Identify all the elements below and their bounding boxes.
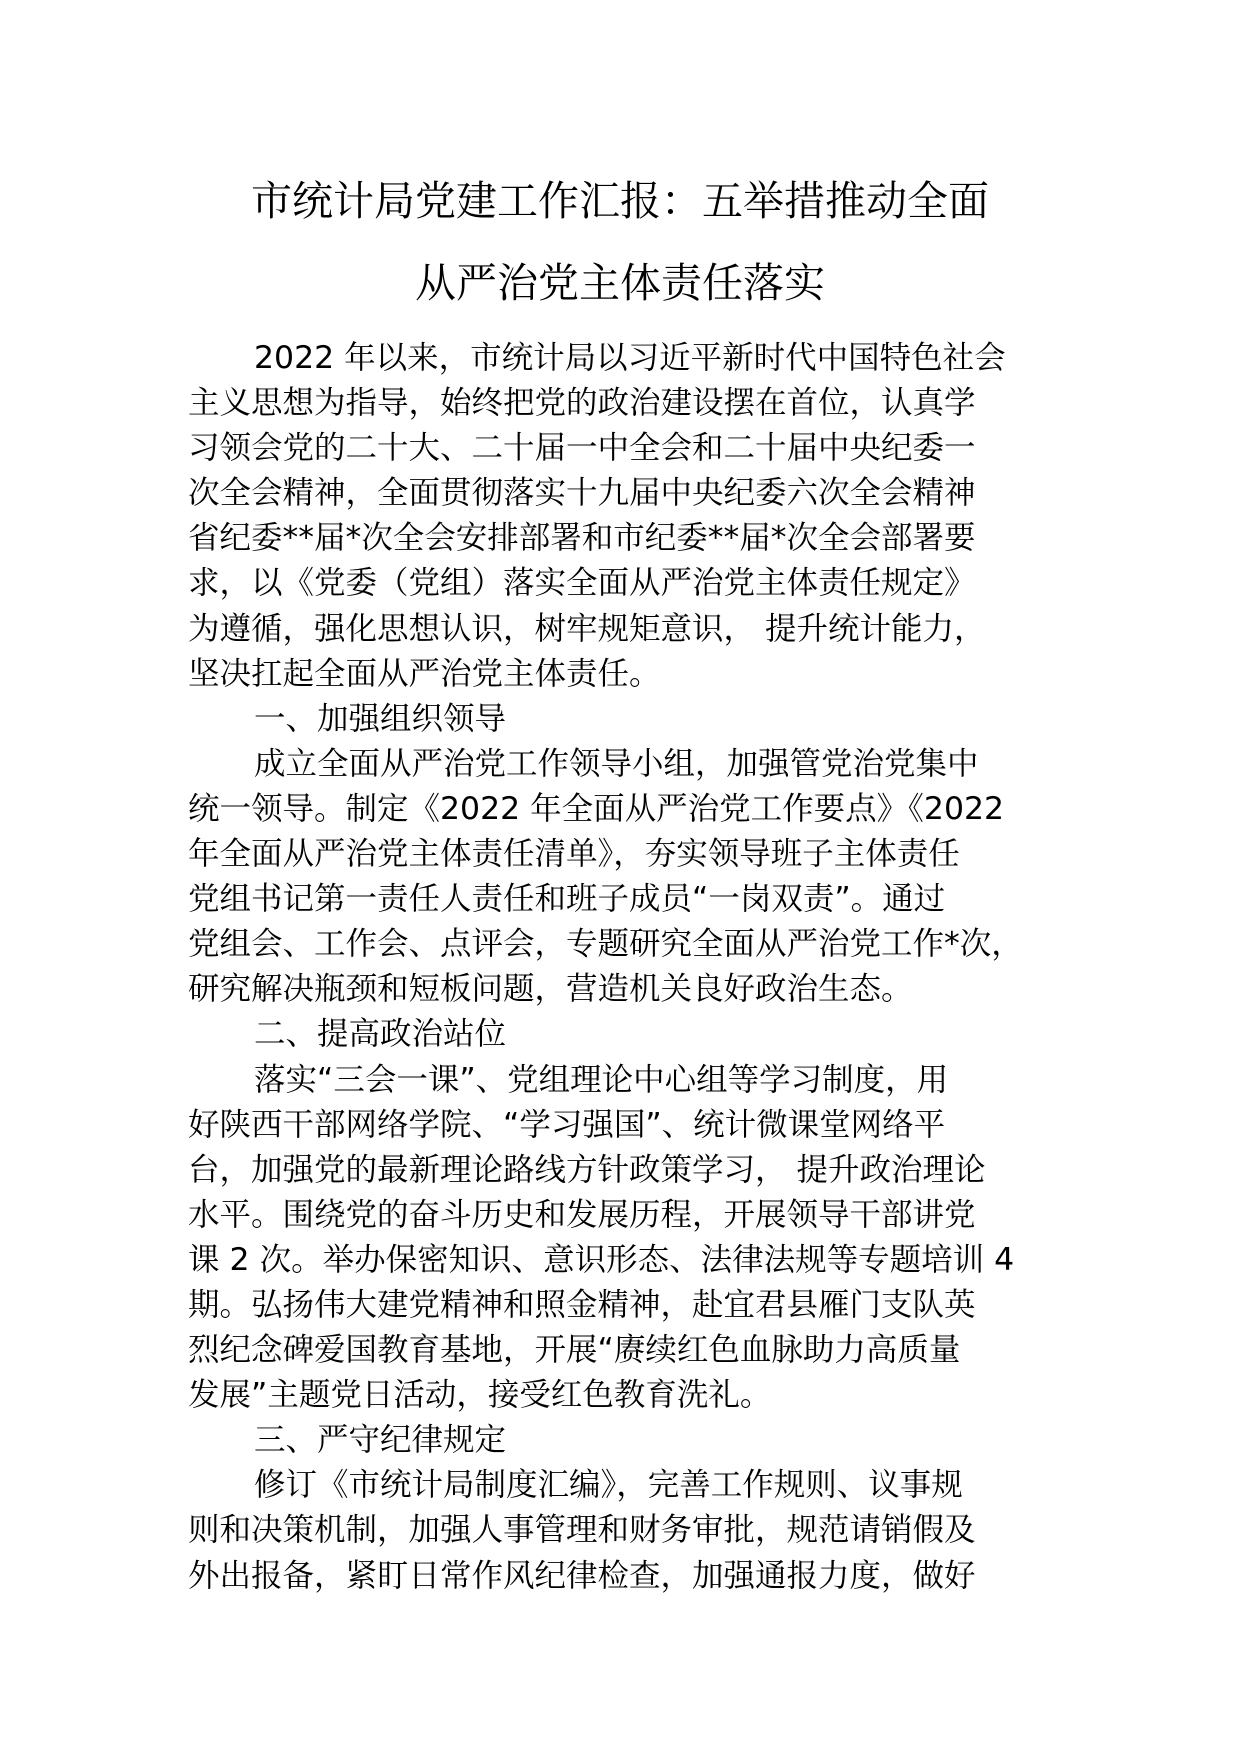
body-line: 烈纪念碑爱国教育基地，开展“赓续红色血脉助力高质量: [188, 1332, 961, 1369]
body-line: 二、提高政治站位: [254, 1016, 507, 1053]
body-line: 习领会党的二十大、二十届一中全会和二十届中央纪委一: [188, 430, 976, 467]
body-line: 求，以《党委（党组）落实全面从严治党主体责任规定》: [188, 565, 976, 602]
document-body: [188, 336, 1088, 1599]
body-line: 台，加强党的最新理论路线方针政策学习， 提升政治理论: [188, 1151, 986, 1188]
body-line: 统一领导。制定《2022 年全面从严治党工作要点》《2022: [188, 790, 1005, 827]
body-line: 成立全面从严治党工作领导小组，加强管党治党集中: [254, 745, 979, 782]
body-line: 研究解决瓶颈和短板问题，营造机关良好政治生态。: [188, 971, 913, 1008]
body-line: 课 2 次。举办保密知识、意识形态、法律法规等专题培训 4: [188, 1241, 1015, 1278]
body-line: 党组会、工作会、点评会，专题研究全面从严治党工作*次，: [188, 926, 1023, 963]
body-line: 修订《市统计局制度汇编》，完善工作规则、议事规: [254, 1467, 963, 1504]
body-line: 三、严守纪律规定: [254, 1422, 507, 1459]
body-line: 党组书记第一责任人责任和班子成员“一岗双责”。通过: [188, 881, 946, 918]
document-title-line-2: 从严治党主体责任落实: [415, 259, 825, 307]
document-title-line-1: 市统计局党建工作汇报：五举措推动全面: [251, 177, 989, 225]
body-line: 水平。围绕党的奋斗历史和发展历程，开展领导干部讲党: [188, 1196, 976, 1233]
body-line: 为遵循，强化思想认识，树牢规矩意识， 提升统计能力，: [188, 610, 986, 647]
body-line: 好陕西干部网络学院、“学习强国”、统计微课堂网络平: [188, 1106, 946, 1143]
body-line: 省纪委**届*次全会安排部署和市纪委**届*次全会部署要: [188, 520, 976, 557]
body-line: 则和决策机制，加强人事管理和财务审批，规范请销假及: [188, 1512, 976, 1549]
body-line: 发展”主题党日活动，接受红色教育洗礼。: [188, 1377, 772, 1414]
body-line: 一、加强组织领导: [254, 700, 507, 737]
body-line: 次全会精神，全面贯彻落实十九届中央纪委六次全会精神: [188, 475, 976, 512]
body-line: 年全面从严治党主体责任清单》，夯实领导班子主体责任: [188, 836, 960, 873]
body-line: 坚决扛起全面从严治党主体责任。: [188, 655, 661, 692]
body-line: 外出报备，紧盯日常作风纪律检查，加强通报力度，做好: [188, 1557, 976, 1594]
body-line: 2022 年以来，市统计局以习近平新时代中国特色社会: [254, 340, 1006, 376]
body-line: 主义思想为指导，始终把党的政治建设摆在首位，认真学: [188, 385, 976, 422]
body-line: 期。弘扬伟大建党精神和照金精神，赴宜君县雁门支队英: [188, 1286, 976, 1323]
body-line: 落实“三会一课”、党组理论中心组等学习制度，用: [254, 1061, 949, 1098]
